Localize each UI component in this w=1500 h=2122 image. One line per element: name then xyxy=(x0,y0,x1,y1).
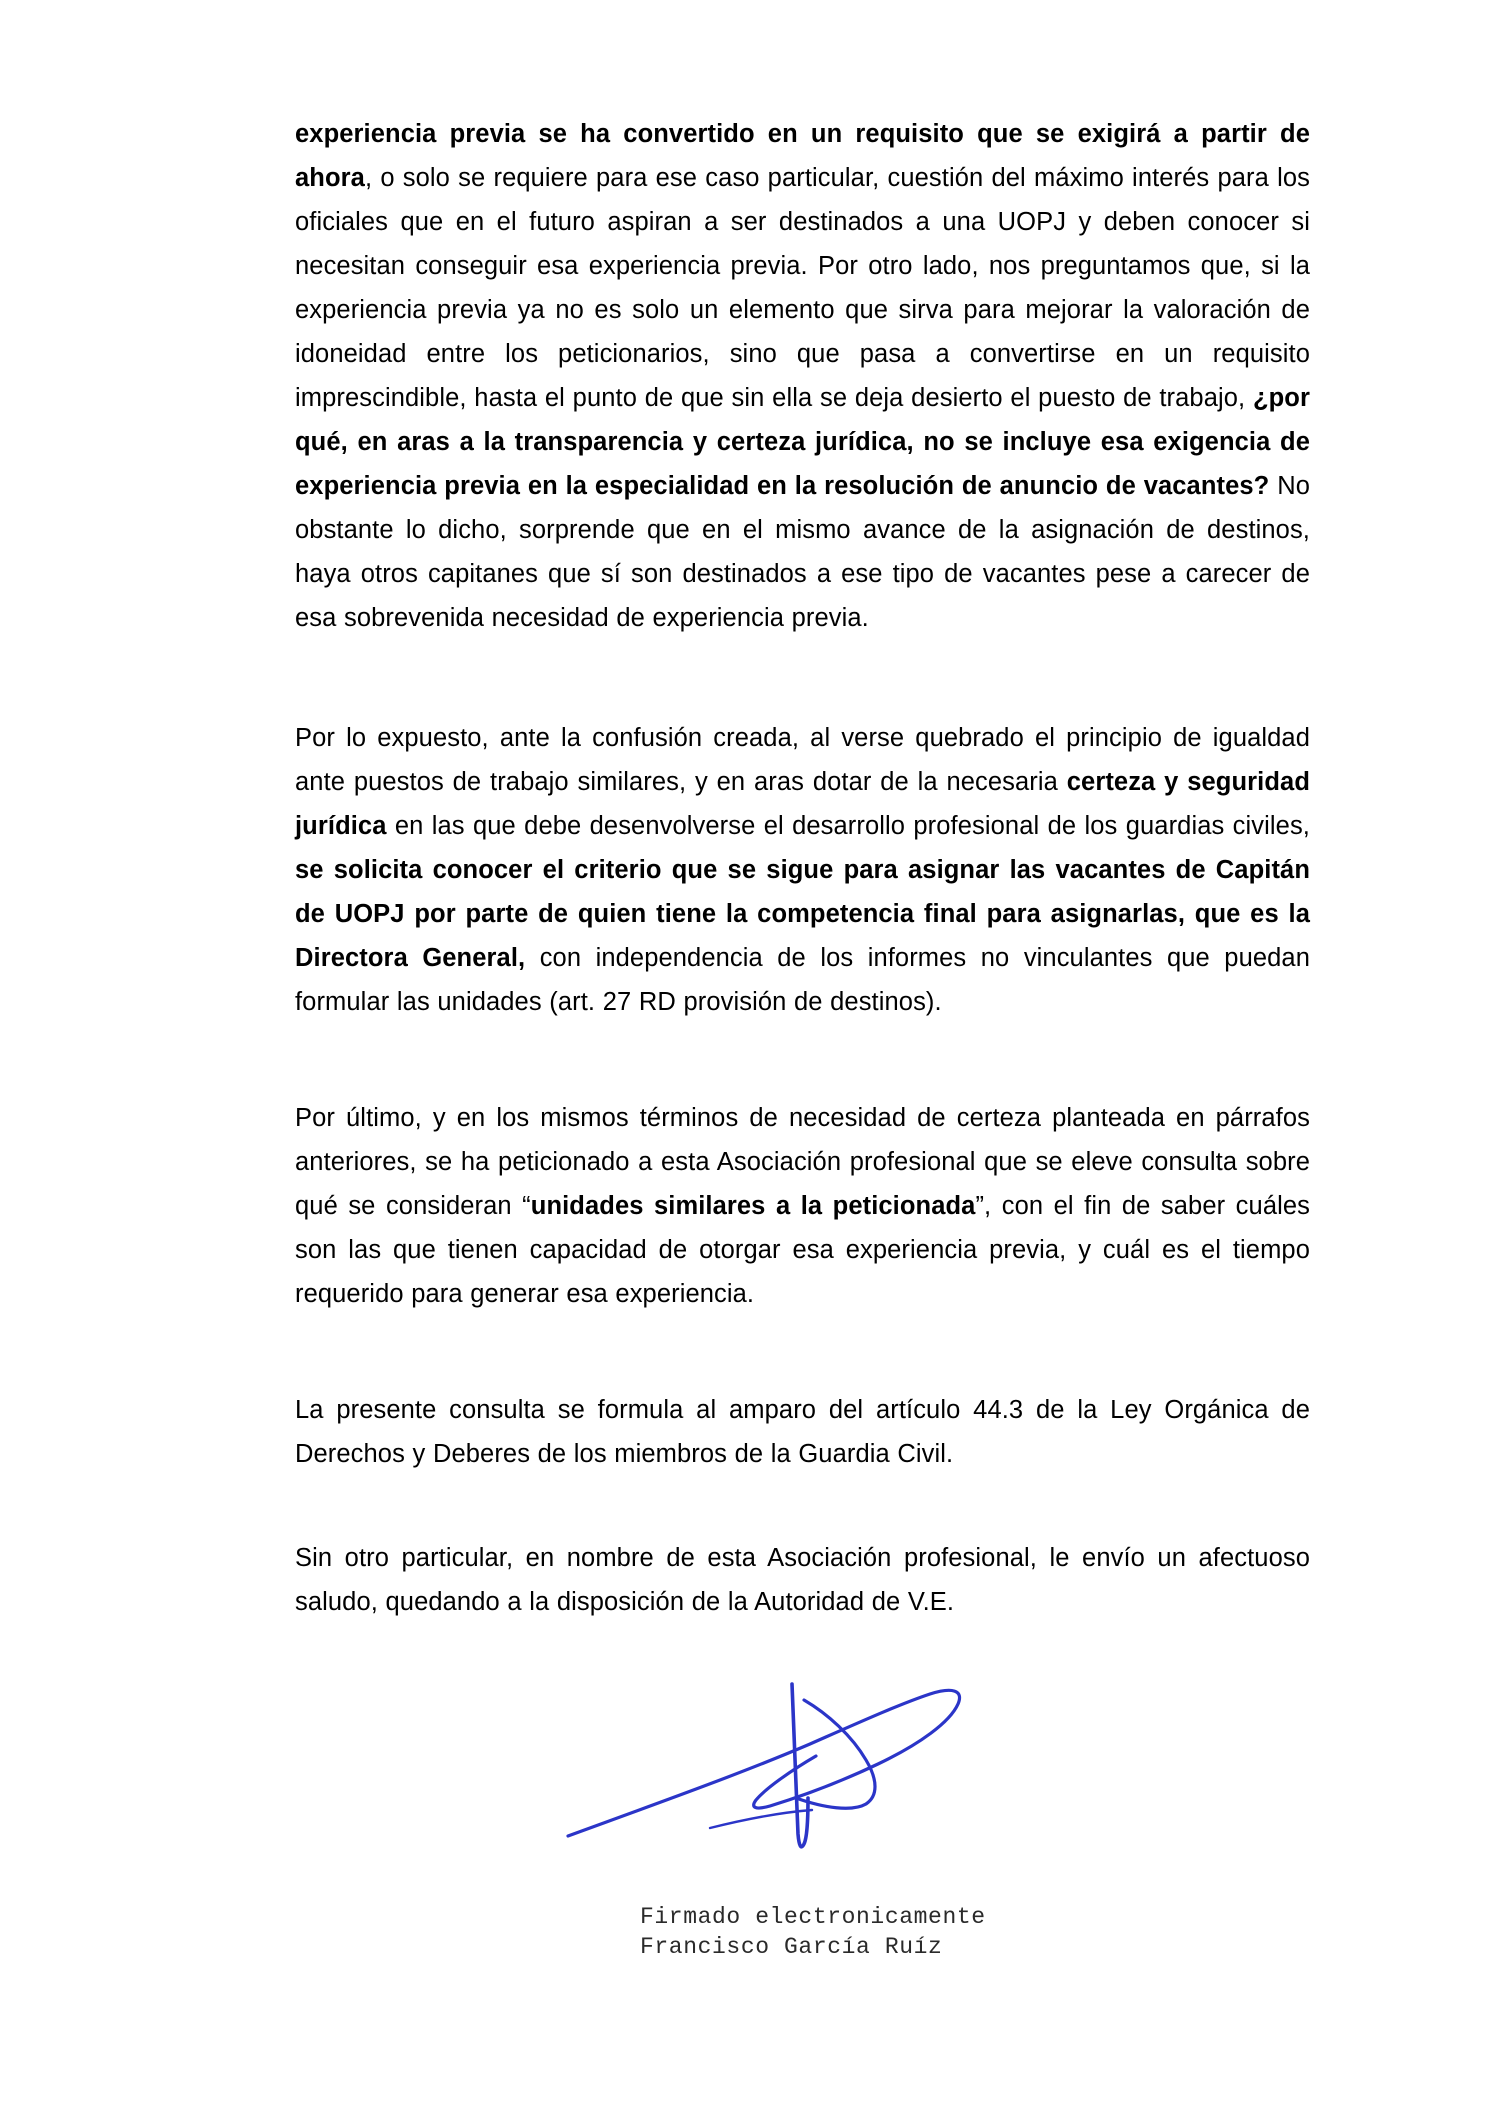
text-run-bold: ¿por qué, en aras a la transparencia y certeza jurídica, no se incluye esa exigencia de experiencia previa en la especialidad en la resolución de anuncio de vacantes? xyxy=(295,384,1310,500)
paragraph-spacer xyxy=(295,1024,1310,1096)
signature-line-1: Firmado electronicamente xyxy=(640,1904,986,1930)
paragraph-3 xyxy=(295,1096,1310,1316)
text-run: ”, con el fin de saber cuáles son las que tienen capacidad de otorgar esa experiencia previa, y cuál es el tiempo requerido para generar esa experiencia. xyxy=(295,1192,1310,1308)
text-run: Por lo expuesto, ante la confusión creada, al verse quebrado el principio de igualdad ante puestos de trabajo similares, y en aras dotar de la necesaria xyxy=(295,724,1310,796)
handwritten-signature-icon xyxy=(560,1678,980,1893)
paragraph-spacer xyxy=(295,1316,1310,1388)
paragraph-1 xyxy=(295,112,1310,640)
text-run: en las que debe desenvolverse el desarrollo profesional de los guardias civiles, xyxy=(386,812,1310,840)
text-run-bold: se solicita conocer el criterio que se sigue para asignar las vacantes de Capitán de UOPJ por parte de quien tiene la competencia final para asignarlas, que es la Directora General, xyxy=(295,856,1310,972)
signature-block xyxy=(295,1678,1310,1978)
text-run: con independencia de los informes no vinculantes que puedan formular las unidades (art. 27 RD provisión de destinos). xyxy=(295,944,1310,1016)
text-run: La presente consulta se formula al amparo del artículo 44.3 de la Ley Orgánica de Derechos y Deberes de los miembros de la Guardia Civil. xyxy=(295,1396,1310,1468)
text-run-bold: experiencia previa se ha convertido en un requisito que se exigirá a partir de ahora xyxy=(295,120,1310,192)
paragraph-2 xyxy=(295,716,1310,1024)
text-run: No obstante lo dicho, sorprende que en el mismo avance de la asignación de destinos, haya otros capitanes que sí son destinados a ese tipo de vacantes pese a carecer de esa sobrevenida necesidad de experiencia previa. xyxy=(295,472,1310,632)
text-run-bold: certeza y seguridad jurídica xyxy=(295,768,1310,840)
text-run: Sin otro particular, en nombre de esta Asociación profesional, le envío un afectuoso saludo, quedando a la disposición de la Autoridad de V.E. xyxy=(295,1544,1310,1616)
signature-line-2: Francisco García Ruíz xyxy=(640,1934,943,1960)
text-run: , o solo se requiere para ese caso particular, cuestión del máximo interés para los oficiales que en el futuro aspiran a ser destinados a una UOPJ y deben conocer si necesitan conseguir esa experiencia previa. Por otro lado, nos preguntamos que, si la experiencia previa ya no es solo un elemento que sirva para mejorar la valoración de idoneidad entre los peticionarios, sino que pasa a convertirse en un requisito imprescindible, hasta el punto de que sin ella se deja desierto el puesto de trabajo, xyxy=(295,164,1310,412)
paragraph-5 xyxy=(295,1536,1310,1624)
paragraph-4 xyxy=(295,1388,1310,1476)
signature-text xyxy=(640,1902,986,1962)
document-body xyxy=(295,112,1310,1978)
paragraph-spacer xyxy=(295,640,1310,716)
text-run-bold: unidades similares a la peticionada xyxy=(530,1192,976,1220)
paragraph-spacer xyxy=(295,1476,1310,1536)
text-run: Por último, y en los mismos términos de necesidad de certeza planteada en párrafos anteriores, se ha peticionado a esta Asociación profesional que se eleve consulta sobre qué se consideran “ xyxy=(295,1104,1310,1220)
